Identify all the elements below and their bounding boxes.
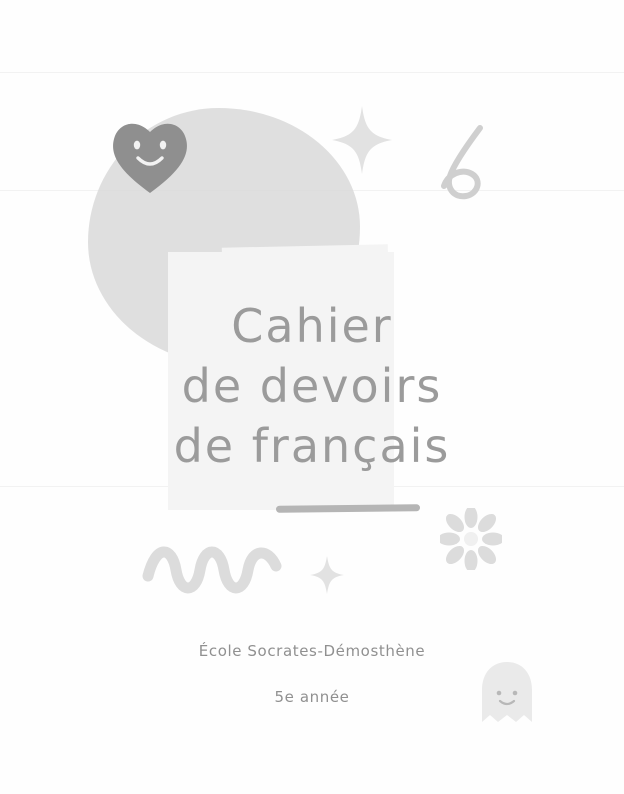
title-underline [276,504,420,513]
sparkle-icon [310,556,344,594]
flower-icon [440,508,502,570]
grade-level: 5e année [274,688,350,706]
page-title [0,296,624,476]
title-line-1: Cahier [231,299,393,353]
heart-face-icon [108,114,192,198]
swirl-icon [424,124,496,204]
scan-artifact [0,72,624,73]
title-line-3: de français [173,419,451,473]
school-name: École Socrates-Démosthène [198,642,426,660]
title-line-2: de devoirs [181,359,443,413]
squiggle-icon [142,536,290,598]
sparkle-icon [332,106,392,174]
